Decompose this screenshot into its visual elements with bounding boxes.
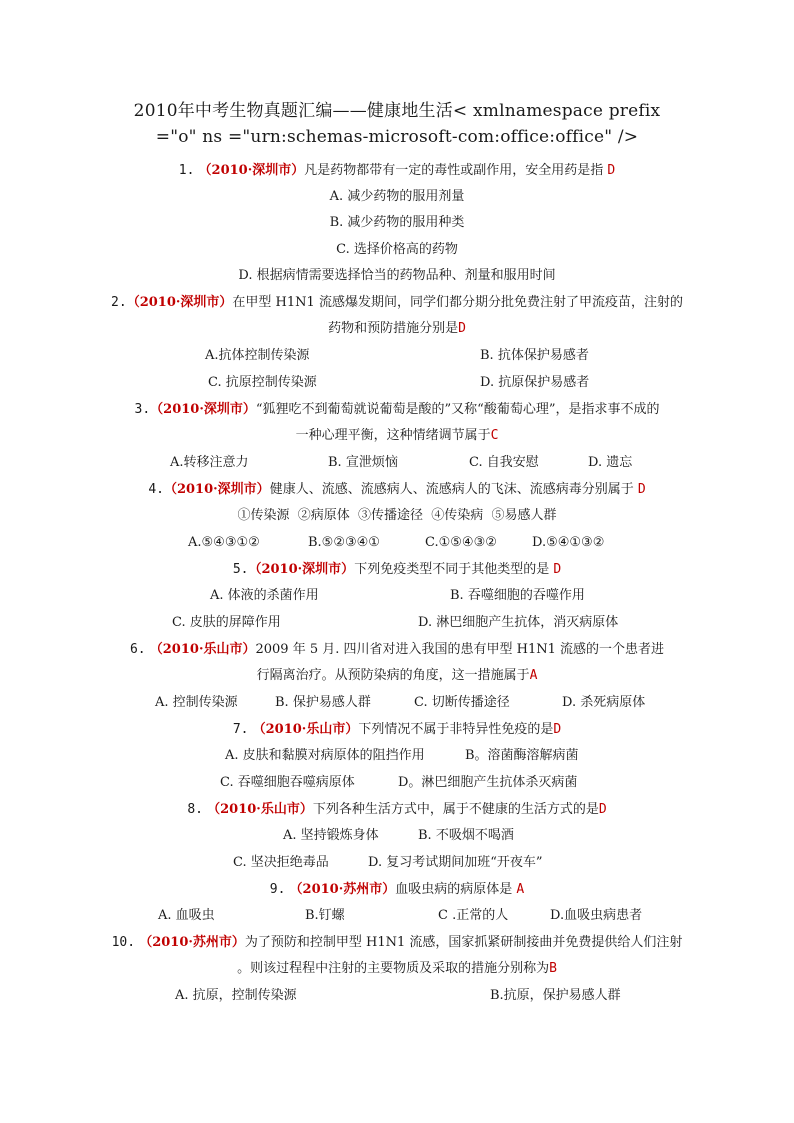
question-source: （2010·苏州市） bbox=[289, 882, 396, 897]
option-c: C .正常的人 bbox=[438, 908, 509, 923]
question-text: 下列情况不属于非特异性免疫的是 bbox=[358, 722, 554, 737]
option-a: A. 控制传染源 bbox=[155, 695, 238, 710]
question-number: 6. bbox=[129, 642, 146, 657]
document-title-line-1: 2010年中考生物真题汇编——健康地生活< xmlnamespace prefix bbox=[133, 101, 661, 121]
answer-key: B bbox=[549, 961, 557, 976]
question-text: 血吸虫病的病原体是 bbox=[395, 882, 513, 897]
option-c: C.①⑤④③② bbox=[425, 535, 497, 550]
question-number: 8. bbox=[187, 802, 203, 817]
answer-key: A bbox=[516, 882, 525, 897]
option-c: C. 皮肤的屏障作用 bbox=[172, 615, 281, 630]
question-3 bbox=[60, 400, 734, 420]
question-number: 7. bbox=[232, 722, 249, 737]
option-a: A.⑤④③①② bbox=[188, 535, 260, 550]
option-b: B.抗原，保护易感人群 bbox=[490, 988, 621, 1003]
question-text: 凡是药物都带有一定的毒性或副作用，安全用药是指 bbox=[304, 163, 604, 178]
option-d: D. 遗忘 bbox=[588, 455, 633, 470]
question-number: 10. bbox=[111, 935, 136, 950]
question-10 bbox=[40, 933, 754, 953]
answer-key: A bbox=[529, 668, 538, 683]
answer-key: D bbox=[553, 722, 562, 737]
option-d: D. 抗原保护易感者 bbox=[480, 375, 590, 390]
option-b: B. 不吸烟不喝酒 bbox=[418, 828, 514, 843]
question-4-items: ①传染源 ②病原体 ③传播途径 ④传染病 ⑤易感人群 bbox=[237, 508, 557, 523]
option-a: A. 血吸虫 bbox=[158, 908, 215, 923]
question-text: 下列免疫类型不同于其他类型的是 bbox=[354, 562, 550, 577]
question-9 bbox=[60, 880, 734, 900]
question-6 bbox=[60, 640, 734, 660]
question-text: 下列各种生活方式中，属于不健康的生活方式的是 bbox=[312, 802, 599, 817]
question-number: 2. bbox=[111, 295, 127, 310]
option-d: D. 复习考试期间加班“开夜车” bbox=[368, 855, 543, 870]
question-10-continued bbox=[60, 959, 734, 979]
question-number: 5. bbox=[232, 562, 249, 577]
question-text: 2009 年 5 月. 四川省对进入我国的患有甲型 H1N1 流感的一个患者进 bbox=[255, 642, 665, 657]
document-title-line-2: ="o" ns ="urn:schemas-microsoft-com:office:office" /> bbox=[155, 127, 639, 147]
question-7 bbox=[60, 720, 734, 740]
option-c: C. 切断传播途径 bbox=[414, 695, 510, 710]
question-source: （2010·乐山市） bbox=[207, 802, 313, 817]
option-a: A.转移注意力 bbox=[170, 455, 249, 470]
option-a: A. 减少药物的服用剂量 bbox=[329, 189, 465, 204]
question-text: “狐狸吃不到葡萄就说葡萄是酸的”又称“酸葡萄心理”，是指求事不成的 bbox=[255, 402, 660, 417]
answer-key: D bbox=[598, 802, 607, 817]
question-number: 3. bbox=[134, 402, 151, 417]
question-source: （2010·深圳市） bbox=[198, 163, 305, 178]
option-a: A. 抗原，控制传染源 bbox=[175, 988, 297, 1003]
question-source: （2010·深圳市） bbox=[248, 562, 355, 577]
option-b: B.⑤②③④① bbox=[308, 535, 380, 550]
option-b: B. 吞噬细胞的吞噬作用 bbox=[450, 588, 585, 603]
answer-key: C bbox=[490, 428, 499, 443]
question-number: 1. bbox=[178, 163, 195, 178]
question-text: 。则该过程程中注射的主要物质及采取的措施分别称为 bbox=[237, 961, 550, 976]
question-text: 在甲型 H1N1 流感爆发期间，同学们都分期分批免费注射了甲流疫苗，注射的 bbox=[232, 295, 683, 310]
option-d: D.血吸虫病患者 bbox=[550, 908, 643, 923]
question-source: （2010·深圳市） bbox=[150, 402, 256, 417]
option-b: B。溶菌酶溶解病菌 bbox=[465, 748, 579, 763]
option-b: B. 抗体保护易感者 bbox=[480, 348, 589, 363]
option-a: A. 坚持锻炼身体 bbox=[283, 828, 379, 843]
question-1 bbox=[60, 161, 734, 181]
question-8 bbox=[60, 800, 734, 820]
question-3-continued bbox=[60, 426, 734, 446]
option-d: D. 杀死病原体 bbox=[562, 695, 646, 710]
question-text: 药物和预防措施分别是 bbox=[328, 321, 459, 336]
question-text: 为了预防和控制甲型 H1N1 流感，国家抓紧研制接曲并免费提供给人们注射 bbox=[244, 935, 683, 950]
option-b: B.钉螺 bbox=[305, 908, 345, 923]
question-6-continued bbox=[60, 666, 734, 686]
option-d: D.⑤④①③② bbox=[532, 535, 605, 550]
question-2 bbox=[60, 293, 734, 313]
option-b: B. 保护易感人群 bbox=[275, 695, 371, 710]
question-4 bbox=[60, 480, 734, 500]
option-c: C. 坚决拒绝毒品 bbox=[233, 855, 329, 870]
question-2-continued bbox=[60, 319, 734, 339]
question-text: 行隔离治疗。从预防染病的角度，这一措施属于 bbox=[256, 668, 530, 683]
question-source: （2010·深圳市） bbox=[126, 295, 233, 310]
question-5 bbox=[60, 560, 734, 580]
option-d: D. 淋巴细胞产生抗体，消灭病原体 bbox=[418, 615, 619, 630]
option-a: A.抗体控制传染源 bbox=[205, 348, 310, 363]
answer-key: D bbox=[607, 163, 616, 178]
question-number: 9. bbox=[269, 882, 286, 897]
question-source: （2010·苏州市） bbox=[139, 935, 245, 950]
answer-key: D bbox=[553, 562, 562, 577]
option-c: C. 选择价格高的药物 bbox=[336, 242, 458, 257]
answer-key: D bbox=[458, 321, 466, 336]
option-c: C. 吞噬细胞吞噬病原体 bbox=[220, 775, 355, 790]
question-number: 4. bbox=[148, 482, 164, 497]
option-b: B. 减少药物的服用种类 bbox=[329, 215, 465, 230]
option-c: C. 自我安慰 bbox=[469, 455, 539, 470]
question-source: （2010·乐山市） bbox=[252, 722, 359, 737]
option-a: A. 体液的杀菌作用 bbox=[210, 588, 319, 603]
option-d: D。淋巴细胞产生抗体杀灭病菌 bbox=[398, 775, 578, 790]
question-text: 健康人、流感、流感病人、流感病人的飞沫、流感病毒分别属于 bbox=[269, 482, 634, 497]
option-d: D. 根据病情需要选择恰当的药物品种、剂量和服用时间 bbox=[238, 268, 556, 283]
question-source: （2010·乐山市） bbox=[149, 642, 256, 657]
option-a: A. 皮肤和黏膜对病原体的阻挡作用 bbox=[225, 748, 425, 763]
option-c: C. 抗原控制传染源 bbox=[208, 375, 317, 390]
option-b: B. 宣泄烦恼 bbox=[328, 455, 398, 470]
question-text: 一种心理平衡，这种情绪调节属于 bbox=[295, 428, 491, 443]
answer-key: D bbox=[637, 482, 646, 497]
question-source: （2010·深圳市） bbox=[163, 482, 270, 497]
